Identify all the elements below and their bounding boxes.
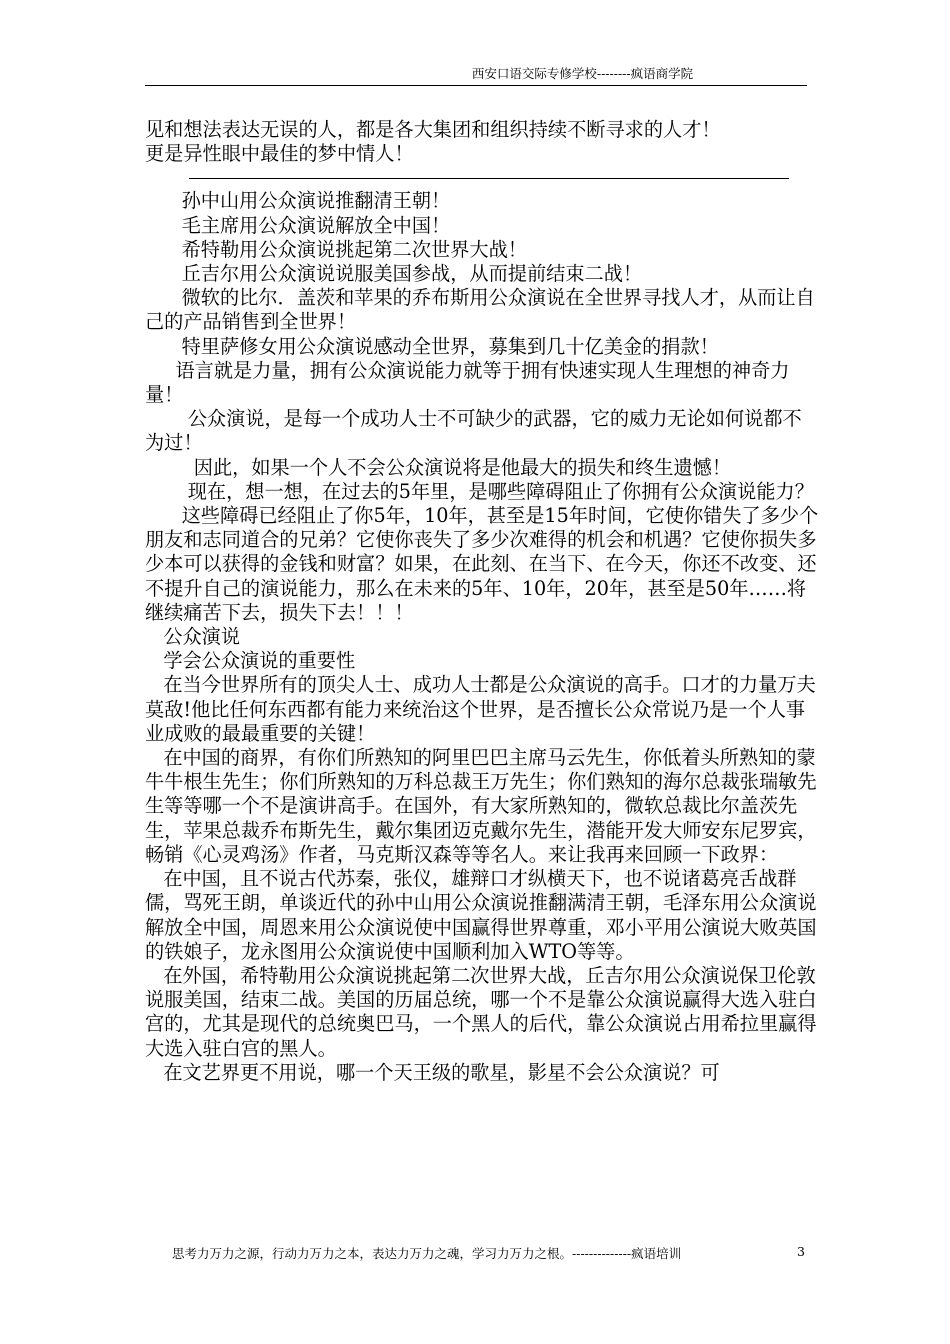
section-subheading: 学会公众演说的重要性 bbox=[145, 649, 356, 673]
section-heading: 公众演说 bbox=[145, 625, 241, 649]
paragraph: 这些障碍已经阻止了你5年，10年，甚至是15年时间，它使你错失了多少个朋友和志同道合的兄弟？它使你丧失了多少次难得的机会和机遇？它使你损失多少本可以获得的金钱和财富？如果，在此刻、在当下、在今天，你还不改变、还不提升自己的演说能力，那么在未来的5年、10年，20年，甚至是50年……将继续痛苦下去，损失下去！！！ bbox=[145, 504, 819, 624]
paragraph: 语言就是力量，拥有公众演说能力就等于拥有快速实现人生理想的神奇力量！ bbox=[145, 358, 790, 407]
intro-line-2: 更是异性眼中最佳的梦中情人！ bbox=[145, 142, 414, 166]
paragraph: 希特勒用公众演说挑起第二次世界大战！ bbox=[145, 237, 527, 261]
page-footer-text: 思考力万力之源，行动力万力之本，表达力万力之魂，学习力万力之根。--------------疯语培训 bbox=[172, 1246, 682, 1261]
intro-line-1: 见和想法表达无误的人，都是各大集团和组织持续不断寻求的人才！ bbox=[145, 118, 721, 141]
paragraph: 在文艺界更不用说，哪一个天王级的歌星，影星不会公众演说？可 bbox=[145, 1060, 720, 1084]
paragraph: 在中国的商界，有你们所熟知的阿里巴巴主席马云先生，你低着头所熟知的蒙牛牛根生先生；你们所熟知的万科总裁王万先生；你们熟知的海尔总裁张瑞敏先生等等哪一个不是演讲高手。在国外，有大家所熟知的，微软总裁比尔盖茨先生，苹果总裁乔布斯先生，戴尔集团迈克戴尔先生，潜能开发大师安东尼罗宾，畅销《心灵鸡汤》作者，马克斯汉森等等名人。来让我再来回顾一下政界： bbox=[145, 746, 817, 866]
separator-line bbox=[189, 178, 789, 179]
paragraph: 微软的比尔．盖茨和苹果的乔布斯用公众演说在全世界寻找人才，从而让自己的产品销售到全世界！ bbox=[145, 286, 815, 334]
paragraph: 现在，想一想，在过去的5年里，是哪些障碍阻止了你拥有公众演说能力？ bbox=[145, 479, 814, 503]
page-header-text: 西安口语交际专修学校--------疯语商学院 bbox=[471, 66, 694, 81]
document-body bbox=[145, 118, 820, 1085]
paragraph: 丘吉尔用公众演说说服美国参战，从而提前结束二战！ bbox=[145, 262, 643, 286]
paragraph: 毛主席用公众演说解放全中国！ bbox=[145, 213, 451, 237]
paragraph: 公众演说，是每一个成功人士不可缺少的武器，它的威力无论如何说都不为过！ bbox=[145, 407, 802, 455]
paragraph: 在外国，希特勒用公众演说挑起第二次世界大战，丘吉尔用公众演说保卫伦敦说服美国，结束二战。美国的历届总统，哪一个不是靠公众演说赢得大选入驻白宫的，尤其是现代的总统奥巴马，一个黑人的后代，靠公众演说占用希拉里赢得大选入驻白宫的黑人。 bbox=[145, 963, 817, 1060]
paragraph: 在当今世界所有的顶尖人士、成功人士都是公众演说的高手。口才的力量万夫莫敌!他比任何东西都有能力来统治这个世界，是否擅长公众常说乃是一个人事业成败的最最重要的关键！ bbox=[145, 673, 816, 745]
paragraph: 因此，如果一个人不会公众演说将是他最大的损失和终生遗憾！ bbox=[145, 455, 732, 479]
paragraph: 在中国，且不说古代苏秦，张仪，雄辩口才纵横天下，也不说诸葛亮舌战群儒，骂死王朗，单谈近代的孙中山用公众演说推翻满清王朝，毛泽东用公众演说解放全中国，周恩来用公众演说使中国赢得世界尊重，邓小平用公演说大败英国的铁娘子，龙永图用公众演说使中国顺利加入WTO等等。 bbox=[145, 867, 817, 963]
page-number: 3 bbox=[797, 1244, 805, 1259]
paragraph: 孙中山用公众演说推翻清王朝！ bbox=[145, 189, 451, 213]
header-rule bbox=[145, 85, 807, 86]
paragraph: 特里萨修女用公众演说感动全世界，募集到几十亿美金的捐款！ bbox=[145, 334, 719, 358]
